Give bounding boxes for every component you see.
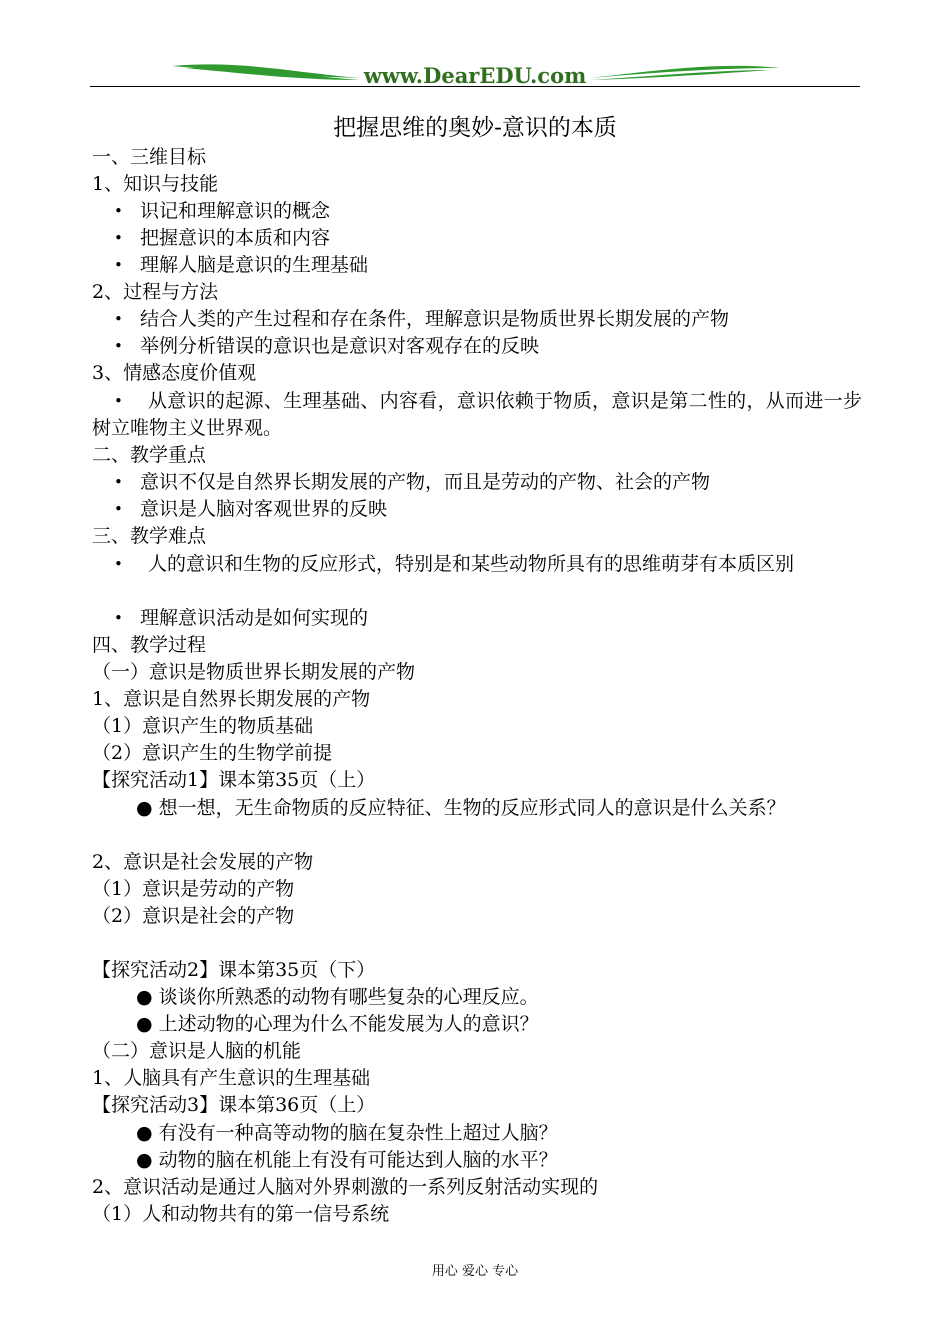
bullet-marker: • <box>114 337 123 355</box>
text-line: （2）意识产生的生物学前提 <box>92 742 333 764</box>
bullet-marker: • <box>114 473 123 491</box>
activity-question: ● 有没有一种高等动物的脑在复杂性上超过人脑？ <box>136 1122 558 1144</box>
activity-heading: 【探究活动1】课本第35页（上） <box>92 769 376 791</box>
bullet-marker: • <box>114 609 123 627</box>
activity-question: ● 想一想，无生命物质的反应特征、生物的反应形式同人的意识是什么关系？ <box>136 797 786 819</box>
bullet-marker: • <box>114 310 123 328</box>
subsection-heading: 2、过程与方法 <box>92 281 219 303</box>
section-heading: 二、教学重点 <box>92 444 207 466</box>
bullet-marker: • <box>114 256 123 274</box>
paragraph: 从意识的起源、生理基础、内容看，意识依赖于物质，意识是第二性的，从而进一步树立唯物主义世界观。 <box>92 390 862 439</box>
text-line: （1）人和动物共有的第一信号系统 <box>92 1203 390 1225</box>
activity-heading: 【探究活动2】课本第35页（下） <box>92 959 376 981</box>
bullet-marker: • <box>114 202 123 220</box>
document-title: 把握思维的奥妙-意识的本质 <box>333 115 617 141</box>
subsection-heading: 1、知识与技能 <box>92 173 219 195</box>
section-heading: 四、教学过程 <box>92 634 207 656</box>
text-line: （1）意识是劳动的产物 <box>92 878 295 900</box>
bullet-marker: • <box>114 555 123 573</box>
right-swoosh <box>590 66 780 78</box>
list-item: 把握意识的本质和内容 <box>140 227 331 249</box>
text-line: （1）意识产生的物质基础 <box>92 715 314 737</box>
bullet-marker: • <box>114 392 123 410</box>
list-item: 理解人脑是意识的生理基础 <box>140 254 369 276</box>
activity-heading: 【探究活动3】课本第36页（上） <box>92 1094 376 1116</box>
list-item: 意识是人脑对客观世界的反映 <box>140 498 388 520</box>
list-item: 识记和理解意识的概念 <box>140 200 331 222</box>
page-footer: 用心 爱心 专心 <box>431 1264 519 1279</box>
bullet-marker: • <box>114 500 123 518</box>
section-heading: 三、教学难点 <box>92 525 207 547</box>
paragraph: 人的意识和生物的反应形式，特别是和某些动物所具有的思维萌芽有本质区别 <box>148 553 795 575</box>
subsection-heading: （一）意识是物质世界长期发展的产物 <box>92 661 416 683</box>
activity-question: ● 动物的脑在机能上有没有可能达到人脑的水平？ <box>136 1149 558 1171</box>
list-item: 理解意识活动是如何实现的 <box>140 607 369 629</box>
subsection-heading: 2、意识是社会发展的产物 <box>92 851 314 873</box>
subsection-heading: 2、意识活动是通过人脑对外界刺激的一系列反射活动实现的 <box>92 1176 599 1198</box>
logo-text: www.DearEDU.com <box>363 63 587 88</box>
subsection-heading: 1、人脑具有产生意识的生理基础 <box>92 1067 371 1089</box>
section-heading: 一、三维目标 <box>92 146 207 168</box>
subsection-heading: （二）意识是人脑的机能 <box>92 1040 302 1062</box>
activity-question: ● 谈谈你所熟悉的动物有哪些复杂的心理反应。 <box>136 986 539 1008</box>
list-item: 意识不仅是自然界长期发展的产物，而且是劳动的产物、社会的产物 <box>140 471 711 493</box>
header-rule <box>90 86 860 87</box>
bullet-marker: • <box>114 229 123 247</box>
list-item: 结合人类的产生过程和存在条件，理解意识是物质世界长期发展的产物 <box>140 308 730 330</box>
text-line: （2）意识是社会的产物 <box>92 905 295 927</box>
subsection-heading: 1、意识是自然界长期发展的产物 <box>92 688 371 710</box>
list-item: 举例分析错误的意识也是意识对客观存在的反映 <box>140 335 540 357</box>
activity-question: ● 上述动物的心理为什么不能发展为人的意识？ <box>136 1013 539 1035</box>
subsection-heading: 3、情感态度价值观 <box>92 362 257 384</box>
